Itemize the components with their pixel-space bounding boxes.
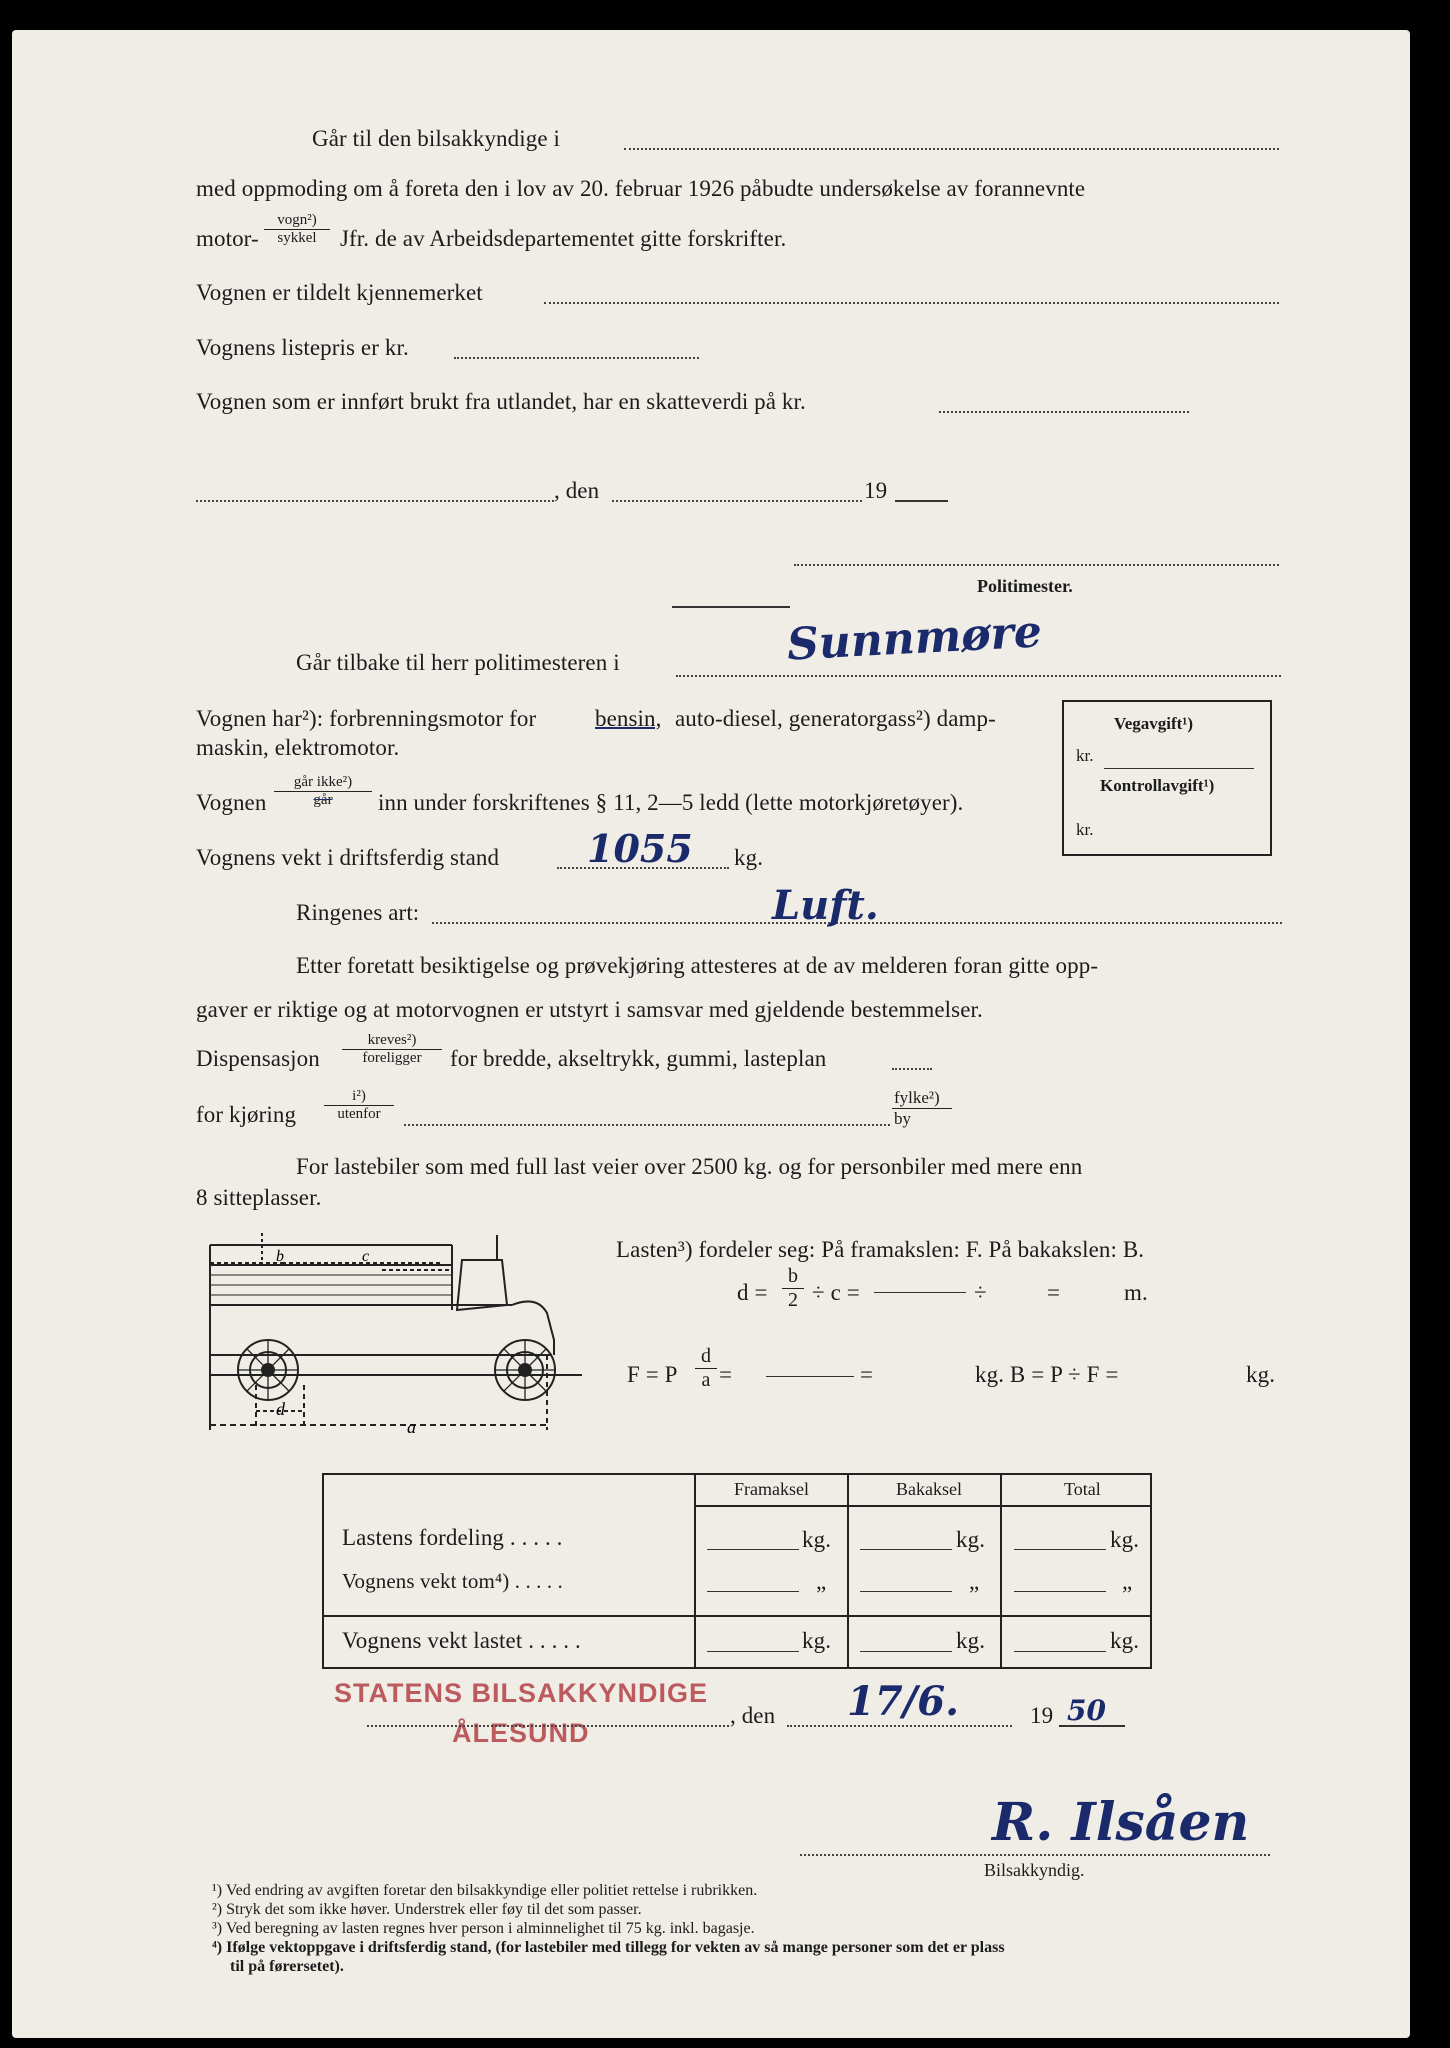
footnote-2: ²) Stryk det som ikke høver. Understrek eller føy til det som passer. — [212, 1901, 642, 1918]
line2-text: med oppmoding om å foreta den i lov av 20. februar 1926 påbudte undersøkelse av forannevnte — [196, 176, 1086, 201]
kontrollavgift-label: Kontrollavgift¹) — [1100, 776, 1215, 795]
document-page — [12, 30, 1410, 2038]
attest-line2: gaver er riktige og at motorvognen er utstyrt i samsvar med gjeldende bestemmelser. — [196, 997, 983, 1022]
bottom-date-handwritten: 17/6. — [847, 1678, 960, 1725]
ringenes-handwritten: Luft. — [772, 882, 879, 929]
frac-utenfor: utenfor — [337, 1106, 381, 1122]
kjennemerke-field[interactable] — [544, 302, 1279, 304]
cell-field[interactable] — [860, 1549, 952, 1550]
formula-2: 2 — [788, 1289, 798, 1311]
load-table — [322, 1473, 1152, 1669]
disp-field[interactable] — [892, 1068, 932, 1070]
lett-prefix: Vognen — [196, 790, 267, 815]
header-bakaksel: Bakaksel — [896, 1479, 962, 1499]
bottom-date-field[interactable] — [787, 1725, 1012, 1727]
gar-ikke-fraction — [274, 774, 372, 809]
kjoring-field[interactable] — [404, 1124, 890, 1126]
formula-a: a — [701, 1369, 711, 1391]
vegavgift-kr: kr. — [1076, 746, 1094, 765]
header-framaksel: Framaksel — [734, 1479, 809, 1499]
bottom-year-prefix: 19 — [1030, 1703, 1054, 1728]
date-den-label: , den — [554, 478, 600, 503]
formula-eq-F2: = — [860, 1362, 874, 1387]
bilsakkyndig-signature-line[interactable] — [800, 1854, 1270, 1856]
col-line-1 — [694, 1475, 696, 1667]
motor-line1-a: Vognen har²): forbrenningsmotor for — [196, 706, 537, 731]
skatteverdi-label: Vognen som er innført brukt fra utlandet, har en skatteverdi på kr. — [196, 389, 806, 414]
diagram-label-c: c — [362, 1248, 370, 1265]
skatteverdi-field[interactable] — [939, 411, 1189, 413]
truck-diagram — [192, 1215, 592, 1460]
line3-prefix: motor- — [196, 226, 259, 251]
place-field-bottom[interactable] — [367, 1725, 729, 1727]
kontrollavgift-kr: kr. — [1076, 820, 1094, 839]
frac-gar-ikke: går ikke²) — [274, 774, 372, 792]
stamp-line1: STATENS BILSAKKYNDIGE — [334, 1678, 709, 1708]
formula-eq-F: = — [719, 1362, 733, 1387]
cell-ditto: „ — [816, 1569, 827, 1594]
formula-d-over-a — [695, 1345, 717, 1392]
cell-field[interactable] — [707, 1549, 799, 1550]
lasten-fordeler-text: Lasten³) fordeler seg: På framakslen: F. På bakakslen: B. — [616, 1237, 1145, 1262]
frac-sykkel: sykkel — [277, 230, 317, 246]
avgift-box — [1062, 700, 1272, 856]
bottom-year-handwritten: 50 — [1067, 1694, 1106, 1727]
cell-unit: kg. — [802, 1628, 832, 1653]
frac-i: i²) — [324, 1088, 394, 1106]
col-line-3 — [1000, 1475, 1002, 1667]
separator-line — [672, 606, 790, 608]
place-field[interactable] — [196, 500, 554, 502]
disp-prefix: Dispensasjon — [196, 1046, 320, 1071]
fylke-by-fraction — [892, 1088, 952, 1129]
formula-m: m. — [1124, 1280, 1148, 1305]
politimester-label: Politimester. — [977, 576, 1073, 596]
year-field[interactable] — [895, 500, 948, 502]
footnote-4-cont: til på førersetet). — [230, 1958, 344, 1975]
cell-field[interactable] — [1014, 1591, 1106, 1592]
frac-fylke: fylke²) — [892, 1088, 952, 1109]
formula-d-prefix: d = — [737, 1280, 768, 1305]
bilsakkyndig-label: Bilsakkyndig. — [984, 1860, 1085, 1880]
diagram-label-d: d — [276, 1399, 285, 1419]
listepris-field[interactable] — [454, 357, 699, 359]
cell-field[interactable] — [707, 1591, 799, 1592]
ringenes-label: Ringenes art: — [296, 900, 420, 925]
cell-unit: kg. — [1110, 1527, 1140, 1552]
frac-foreligger: foreligger — [362, 1050, 422, 1066]
kjennemerke-label: Vognen er tildelt kjennemerket — [196, 280, 483, 305]
vegavgift-field[interactable] — [1104, 768, 1254, 769]
politimester-signature-line[interactable] — [794, 564, 1279, 566]
formula-kg: kg. — [1246, 1362, 1276, 1387]
formula-d: d — [695, 1345, 717, 1369]
formula-kgB: kg. B = P ÷ F = — [975, 1362, 1119, 1387]
kreves-fraction — [342, 1032, 442, 1067]
footnote-3: ³) Ved beregning av lasten regnes hver person i alminnelighet til 75 kg. inkl. bagasje. — [212, 1920, 755, 1937]
cell-unit: kg. — [956, 1628, 986, 1653]
date-field[interactable] — [612, 500, 862, 502]
motor-line1-b: auto-diesel, generatorgass²) damp- — [675, 706, 996, 731]
footnote-1: ¹) Ved endring av avgiften foretar den bilsakkyndige eller politiet rettelse i rubrikken. — [212, 1882, 758, 1899]
cell-unit: kg. — [802, 1527, 832, 1552]
cell-field[interactable] — [860, 1651, 952, 1652]
vekt-handwritten: 1055 — [587, 826, 693, 871]
row-lastens-fordeling: Lastens fordeling . . . . . — [342, 1525, 563, 1550]
lett-suffix: inn under forskriftenes § 11, 2—5 ledd (lette motorkjøretøyer). — [378, 790, 964, 815]
vegavgift-label: Vegavgift¹) — [1114, 714, 1194, 733]
frac-by: by — [894, 1109, 911, 1128]
formula-F: F = P — [627, 1362, 678, 1387]
col-line-2 — [847, 1475, 849, 1667]
bensin-underlined: bensin, — [595, 706, 662, 731]
formula-eq: = — [1047, 1280, 1061, 1305]
disp-suffix: for bredde, akseltrykk, gummi, lasteplan — [450, 1046, 827, 1071]
footnote-4: ⁴) Ifølge vektoppgave i driftsferdig stand, (for lastebiler med tillegg for vekten av så mange personer som det er plass — [212, 1939, 1005, 1956]
tilbake-handwritten: Sunnmøre — [785, 606, 1043, 671]
cell-ditto: „ — [969, 1569, 980, 1594]
stamp-line2: ÅLESUND — [452, 1718, 590, 1748]
line3-suffix: Jfr. de av Arbeidsdepartementet gitte forskrifter. — [340, 226, 787, 251]
formula-d-field-1[interactable] — [874, 1292, 966, 1293]
header-total: Total — [1064, 1479, 1101, 1499]
cell-unit: kg. — [1110, 1628, 1140, 1653]
cell-unit: kg. — [956, 1527, 986, 1552]
line1-label: Går til den bilsakkyndige i — [312, 126, 560, 151]
bilsakkyndig-signature: R. Ilsåen — [992, 1792, 1250, 1853]
frac-kreves: kreves²) — [342, 1032, 442, 1050]
diagram-label-a: a — [407, 1417, 416, 1437]
formula-F-field[interactable] — [766, 1376, 854, 1377]
i-utenfor-fraction — [324, 1088, 394, 1123]
laste-line1: For lastebiler som med full last veier over 2500 kg. og for personbiler med mere enn — [296, 1154, 1083, 1179]
formula-b-over-2 — [782, 1265, 804, 1312]
frac-gar: går — [313, 792, 333, 808]
header-underline — [694, 1505, 1150, 1507]
laste-line2: 8 sitteplasser. — [196, 1185, 322, 1210]
attest-line1: Etter foretatt besiktigelse og prøvekjøring attesteres at de av melderen foran gitte opp- — [296, 953, 1099, 978]
date-19-label: 19 — [864, 478, 888, 503]
row-vekt-tom: Vognens vekt tom⁴) . . . . . — [342, 1569, 563, 1593]
frac-vogn: vogn²) — [264, 212, 330, 230]
cell-field[interactable] — [860, 1591, 952, 1592]
diagram-label-b: b — [276, 1248, 284, 1265]
cell-field[interactable] — [1014, 1549, 1106, 1550]
formula-div: ÷ — [974, 1280, 987, 1305]
kjoring-prefix: for kjøring — [196, 1102, 297, 1127]
vekt-unit: kg. — [734, 845, 764, 870]
formula-b: b — [782, 1265, 804, 1289]
vekt-label: Vognens vekt i driftsferdig stand — [196, 845, 500, 870]
bilsakkyndige-field[interactable] — [624, 148, 1279, 150]
tilbake-label: Går tilbake til herr politimesteren i — [296, 650, 620, 675]
row-vekt-lastet: Vognens vekt lastet . . . . . — [342, 1628, 581, 1653]
bottom-den-label: , den — [730, 1703, 776, 1728]
formula-d-rest: ÷ c = — [812, 1280, 860, 1305]
motor-line2: maskin, elektromotor. — [196, 735, 400, 760]
cell-field[interactable] — [707, 1651, 799, 1652]
cell-field[interactable] — [1014, 1651, 1106, 1652]
listepris-label: Vognens listepris er kr. — [196, 335, 409, 360]
tilbake-field[interactable] — [676, 675, 1281, 677]
vogn-sykkel-fraction — [264, 212, 330, 247]
cell-ditto: „ — [1122, 1569, 1133, 1594]
table-divider — [324, 1615, 1150, 1617]
